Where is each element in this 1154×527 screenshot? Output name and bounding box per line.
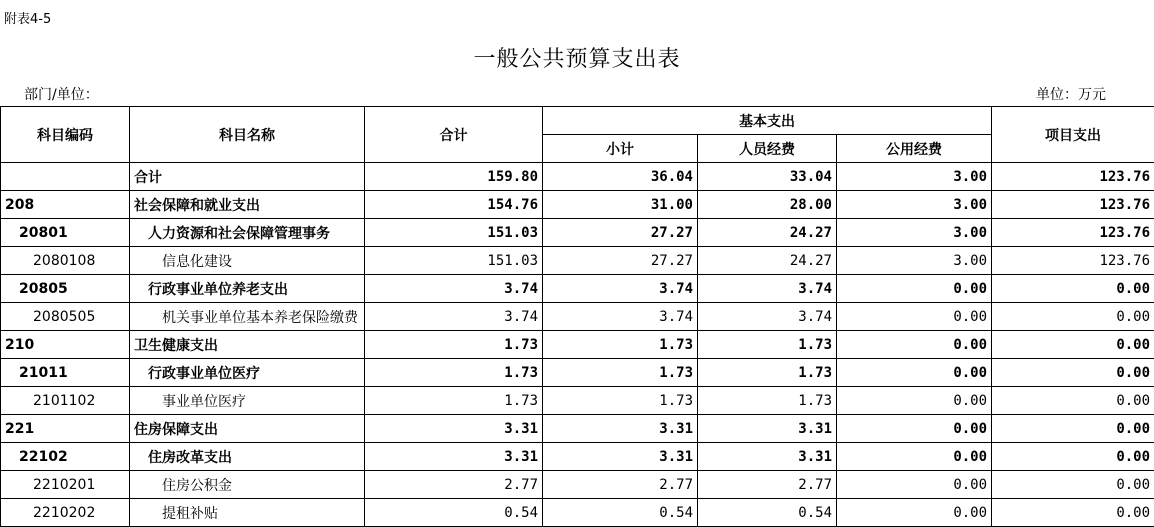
cell-code: 221 [1, 415, 130, 443]
cell-name: 行政事业单位医疗 [130, 359, 365, 387]
col-header-basic: 基本支出 [543, 107, 992, 135]
cell-public: 0.00 [837, 303, 992, 331]
cell-public: 0.00 [837, 275, 992, 303]
cell-code [1, 163, 130, 191]
cell-total: 3.31 [365, 415, 543, 443]
table-row [1, 499, 1154, 527]
cell-subtotal: 3.31 [543, 415, 698, 443]
cell-name: 卫生健康支出 [130, 331, 365, 359]
cell-public: 0.00 [837, 443, 992, 471]
table-row [1, 471, 1154, 499]
cell-name: 住房改革支出 [130, 443, 365, 471]
cell-personnel: 1.73 [698, 359, 837, 387]
cell-name: 提租补贴 [130, 499, 365, 527]
cell-project: 0.00 [992, 331, 1154, 359]
cell-project: 123.76 [992, 191, 1154, 219]
col-header-subtotal: 小计 [543, 135, 698, 163]
cell-name: 合计 [130, 163, 365, 191]
cell-personnel: 2.77 [698, 471, 837, 499]
table-row [1, 163, 1154, 191]
cell-subtotal: 3.31 [543, 443, 698, 471]
cell-total: 159.80 [365, 163, 543, 191]
cell-personnel: 3.74 [698, 303, 837, 331]
cell-code: 208 [1, 191, 130, 219]
cell-personnel: 3.74 [698, 275, 837, 303]
page-title: 一般公共预算支出表 [473, 47, 681, 72]
table-row [1, 219, 1154, 247]
cell-code: 2101102 [1, 387, 130, 415]
cell-subtotal: 1.73 [543, 387, 698, 415]
cell-public: 3.00 [837, 163, 992, 191]
cell-code: 2210202 [1, 499, 130, 527]
cell-code: 21011 [1, 359, 130, 387]
cell-personnel: 24.27 [698, 219, 837, 247]
table-row [1, 387, 1154, 415]
cell-subtotal: 27.27 [543, 247, 698, 275]
header-row-1 [1, 107, 1154, 135]
col-header-code: 科目编码 [1, 107, 130, 163]
cell-subtotal: 1.73 [543, 359, 698, 387]
cell-total: 3.31 [365, 443, 543, 471]
cell-project: 0.00 [992, 359, 1154, 387]
cell-project: 123.76 [992, 219, 1154, 247]
cell-public: 0.00 [837, 471, 992, 499]
cell-total: 1.73 [365, 387, 543, 415]
cell-public: 0.00 [837, 359, 992, 387]
cell-code: 2080108 [1, 247, 130, 275]
table-row [1, 247, 1154, 275]
cell-name: 住房公积金 [130, 471, 365, 499]
cell-total: 151.03 [365, 219, 543, 247]
cell-public: 0.00 [837, 499, 992, 527]
expenditure-table [0, 106, 1154, 527]
cell-total: 1.73 [365, 359, 543, 387]
cell-project: 0.00 [992, 303, 1154, 331]
cell-project: 0.00 [992, 415, 1154, 443]
cell-subtotal: 2.77 [543, 471, 698, 499]
cell-name: 信息化建设 [130, 247, 365, 275]
cell-subtotal: 36.04 [543, 163, 698, 191]
cell-personnel: 33.04 [698, 163, 837, 191]
cell-subtotal: 0.54 [543, 499, 698, 527]
cell-subtotal: 3.74 [543, 303, 698, 331]
cell-total: 151.03 [365, 247, 543, 275]
table-row [1, 331, 1154, 359]
cell-project: 0.00 [992, 471, 1154, 499]
cell-public: 0.00 [837, 387, 992, 415]
cell-total: 2.77 [365, 471, 543, 499]
cell-personnel: 0.54 [698, 499, 837, 527]
cell-name: 人力资源和社会保障管理事务 [130, 219, 365, 247]
cell-personnel: 1.73 [698, 387, 837, 415]
cell-total: 1.73 [365, 331, 543, 359]
col-header-public: 公用经费 [837, 135, 992, 163]
cell-personnel: 24.27 [698, 247, 837, 275]
col-header-personnel: 人员经费 [698, 135, 837, 163]
table-row [1, 415, 1154, 443]
table-body [1, 163, 1154, 527]
cell-code: 20805 [1, 275, 130, 303]
cell-public: 0.00 [837, 415, 992, 443]
table-row [1, 303, 1154, 331]
cell-public: 3.00 [837, 247, 992, 275]
cell-name: 住房保障支出 [130, 415, 365, 443]
annex-label: 附表4-5 [4, 12, 52, 27]
department-label: 部门/单位： [24, 87, 99, 103]
cell-subtotal: 1.73 [543, 331, 698, 359]
cell-project: 123.76 [992, 247, 1154, 275]
cell-code: 210 [1, 331, 130, 359]
cell-code: 2210201 [1, 471, 130, 499]
cell-total: 3.74 [365, 303, 543, 331]
cell-public: 3.00 [837, 219, 992, 247]
cell-total: 3.74 [365, 275, 543, 303]
cell-total: 154.76 [365, 191, 543, 219]
col-header-project: 项目支出 [992, 107, 1154, 163]
cell-code: 20801 [1, 219, 130, 247]
cell-subtotal: 27.27 [543, 219, 698, 247]
cell-project: 0.00 [992, 499, 1154, 527]
cell-personnel: 1.73 [698, 331, 837, 359]
cell-personnel: 3.31 [698, 415, 837, 443]
table-row [1, 443, 1154, 471]
col-header-total: 合计 [365, 107, 543, 163]
cell-code: 2080505 [1, 303, 130, 331]
cell-name: 行政事业单位养老支出 [130, 275, 365, 303]
table-row [1, 191, 1154, 219]
col-header-name: 科目名称 [130, 107, 365, 163]
cell-subtotal: 31.00 [543, 191, 698, 219]
cell-name: 机关事业单位基本养老保险缴费 [130, 303, 365, 331]
cell-project: 0.00 [992, 275, 1154, 303]
cell-subtotal: 3.74 [543, 275, 698, 303]
cell-personnel: 28.00 [698, 191, 837, 219]
cell-public: 0.00 [837, 331, 992, 359]
cell-name: 社会保障和就业支出 [130, 191, 365, 219]
cell-code: 22102 [1, 443, 130, 471]
cell-total: 0.54 [365, 499, 543, 527]
cell-public: 3.00 [837, 191, 992, 219]
unit-label: 单位：万元 [1036, 87, 1106, 103]
cell-project: 0.00 [992, 387, 1154, 415]
table-row [1, 275, 1154, 303]
cell-project: 0.00 [992, 443, 1154, 471]
cell-project: 123.76 [992, 163, 1154, 191]
table-row [1, 359, 1154, 387]
cell-personnel: 3.31 [698, 443, 837, 471]
cell-name: 事业单位医疗 [130, 387, 365, 415]
